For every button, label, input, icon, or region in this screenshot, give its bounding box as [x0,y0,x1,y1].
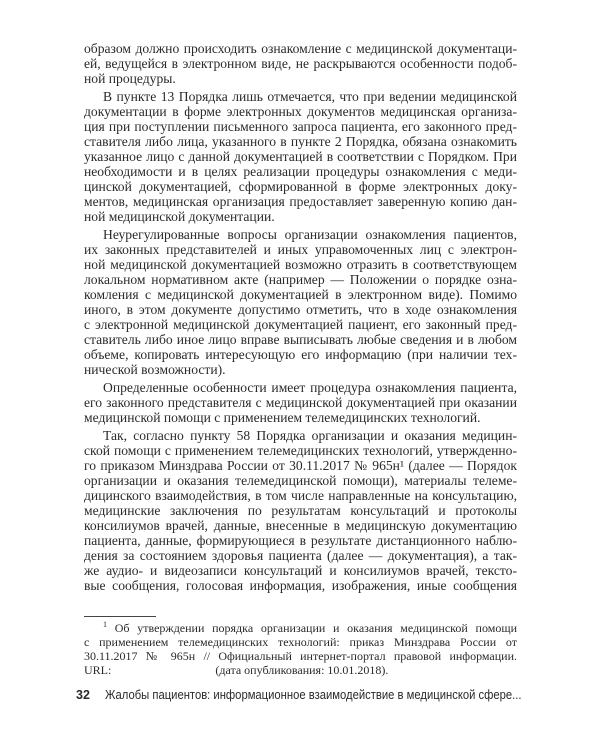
text-line: В пункте 13 Порядка лишь отмечается, что при ведении медицинской [103,89,517,104]
text-line: ей, ведущейся в электронном виде, не раскрываются особенности подоб- [84,56,517,71]
text-line: ция при поступлении письменного запроса пациента, его законного пред- [84,119,517,134]
text-line: образом должно происходить ознакомление с медицинской документаци- [84,41,517,56]
text-line: вые сообщения, голосовая информация, изображения, иные сообщения [84,578,517,593]
page-number: 32 [76,688,90,702]
footnote-url-label: URL: [84,663,112,677]
footnote-line [84,663,517,677]
text-line: дения за состоянием здоровья пациента (далее — документация), а так- [84,548,517,563]
running-title: Жалобы пациентов: информационное взаимодействие в медицинской сфере... [104,688,522,702]
paragraph [84,227,517,377]
text-line: же аудио- и видеозаписи консультаций и консилиумов врачей, тексто- [84,563,517,578]
text-line: консилиумов врачей, данные, внесенные в медицинскую документацию [84,518,517,533]
text-line: их законных представителей и иных управомоченных лиц с электрон- [84,242,517,257]
text-line: Определенные особенности имеет процедура ознакомления пациента, [103,380,517,395]
footnote-line: 30.11.2017 № 965н // Официальный интернет-портал правовой информации. [84,649,517,663]
text-line: Неурегулированные вопросы организации ознакомления пациентов, [103,227,517,242]
text-line: го приказом Минздрава России от 30.11.2017 № 965н¹ (далее — Порядок [84,458,517,473]
text-line: необходимости и в целях реализации процедуры ознакомления с меди- [84,164,517,179]
text-line: ставитель либо иное лицо вправе выписывать любые сведения и в любом [84,332,517,347]
footnote-line [84,621,517,635]
footnote-marker: 1 [103,620,107,629]
footnote-text: Об утверждении порядка организации и оказания медицинской помощи [114,621,518,635]
text-line: с электронной медицинской документацией пациент, его законный пред- [84,317,517,332]
text-line: медицинской помощи с применением телемедицинских технологий. [84,410,481,425]
text-line: ной медицинской документации. [84,209,275,224]
text-line: ской помощи с применением телемедицинских технологий, утвержденно- [84,443,517,458]
text-line: организации и оказания телемедицинской помощи), материалы телеме- [84,473,517,488]
footnote [84,621,517,677]
footnote-divider [84,616,156,617]
paragraph [84,41,517,86]
text-line: комления с медицинской документацией в электронном виде). Помимо [84,287,517,302]
text-line: ставителя либо лица, указанного в пункте 2 Порядка, обязана ознакомить [84,134,517,149]
paragraph [84,89,517,224]
page-footer [76,682,536,708]
text-line: локальном нормативном акте (например — Положении о порядке озна- [84,272,517,287]
text-line: пациента, данные, формирующиеся в результате дистанционного наблю- [84,533,517,548]
text-line: иного, в этом документе допустимо отметить, что в ходе ознакомления [84,302,517,317]
text-line: ной медицинской документацией возможно отразить в соответствующем [84,257,517,272]
footnote-date: (дата опубликования: 10.01.2018). [215,663,389,677]
paragraph [84,380,517,425]
text-line: нической возможности). [84,362,226,377]
text-line: ной процедуры. [84,71,176,86]
text-line: его законного представителя с медицинской документацией при оказании [84,395,517,410]
body-text [84,41,517,593]
text-line: медицинские заключения по результатам консультаций и протоколы [84,503,517,518]
paragraph [84,428,517,593]
text-line: Так, согласно пункту 58 Порядка организации и оказания медицин- [103,428,517,443]
text-line: ментов, медицинская организация предоставляет заверенную копию дан- [84,194,517,209]
text-line: указанное лицо с данной документацией в соответствии с Порядком. При [84,149,517,164]
text-line: объеме, копировать интересующую его информацию (при наличии тех- [84,347,517,362]
text-line: документации в форме электронных документов медицинская организа- [84,104,517,119]
text-line: цинской документацией, сформированной в форме электронных доку- [84,179,517,194]
footnote-line: с применением телемедицинских технологий: приказ Минздрава России от [84,635,517,649]
text-line: дицинского взаимодействия, в том числе направленные на консультацию, [84,488,517,503]
